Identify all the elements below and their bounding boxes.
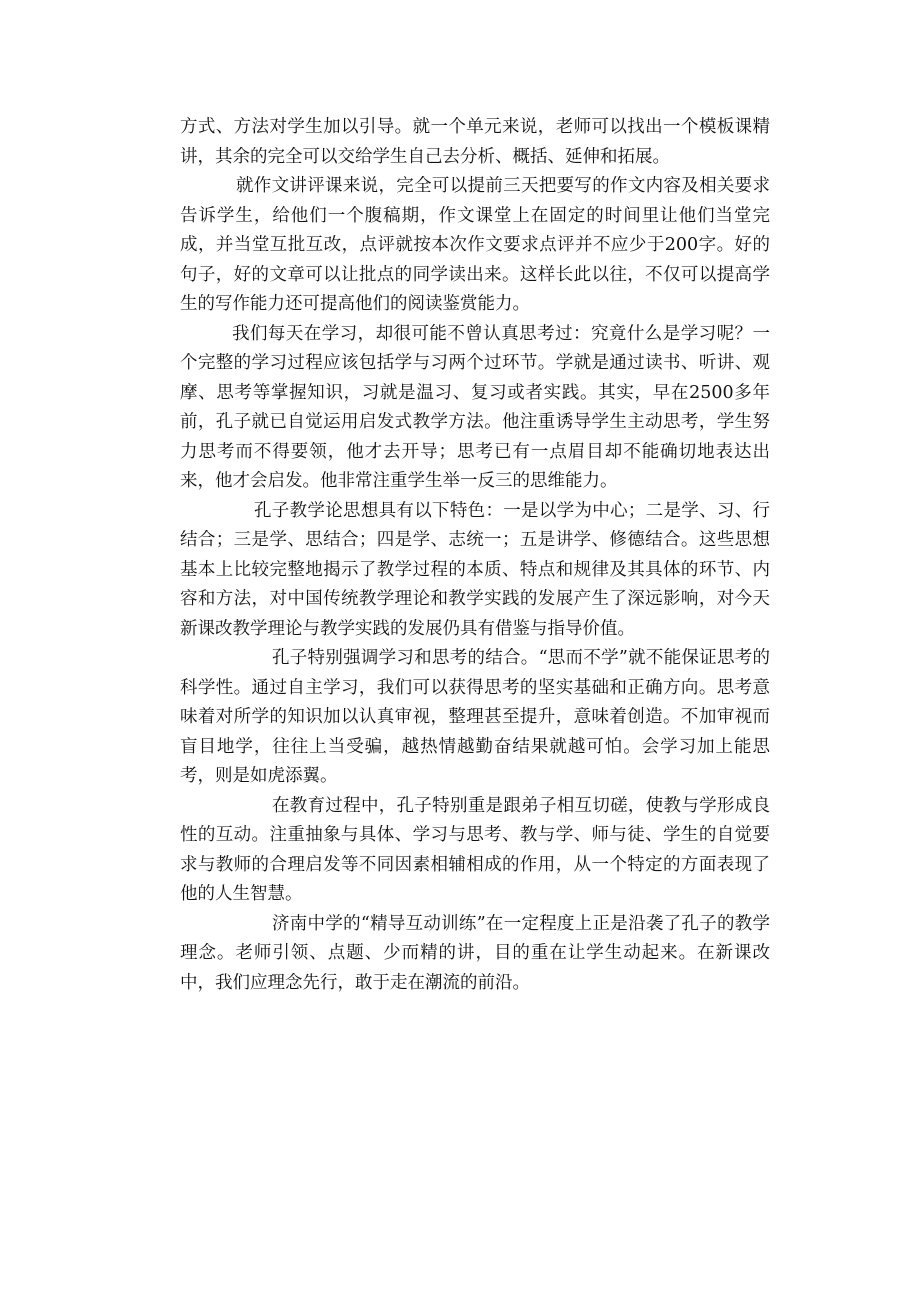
paragraph-4: 孔子教学论思想具有以下特色：一是以学为中心；二是学、习、行结合；三是学、思结合；四是学、志统一；五是讲学、修德结合。这些思想基本上比较完整地揭示了教学过程的本质、特点和规律及其具体的环节、内容和方法，对中国传统教学理论和教学实践的发展产生了深远影响，对今天新课改教学理论与教学实践的发展仍具有借鉴与指导价值。: [180, 500, 770, 639]
paragraph-3: 我们每天在学习，却很可能不曾认真思考过：究竟什么是学习呢？一个完整的学习过程应该包括学与习两个过环节。学就是通过读书、听讲、观摩、思考等掌握知识，习就是温习、复习或者实践。其实，早在2500多年前，孔子就已自觉运用启发式教学方法。他注重诱导学生主动思考，学生努力思考而不得要领，他才去开导；思考已有一点眉目却不能确切地表达出来，他才会启发。他非常注重学生举一反三的思维能力。: [180, 323, 770, 491]
paragraph-7: 济南中学的“精导互动训练”在一定程度上正是沿袭了孔子的教学理念。老师引领、点题、少而精的讲，目的重在让学生动起来。在新课改中，我们应理念先行，敢于走在潮流的前沿。: [180, 913, 770, 993]
paragraph-1: 方式、方法对学生加以引导。就一个单元来说，老师可以找出一个模板课精讲，其余的完全可以交给学生自己去分析、概括、延伸和拓展。: [180, 117, 770, 167]
paragraph-6: 在教育过程中，孔子特别重是跟弟子相互切磋，使教与学形成良性的互动。注重抽象与具体、学习与思考、教与学、师与徒、学生的自觉要求与教师的合理启发等不同因素相辅相成的作用，从一个特定的方面表现了他的人生智慧。: [180, 795, 770, 904]
paragraph-5: 孔子特别强调学习和思考的结合。“思而不学”就不能保证思考的科学性。通过自主学习，我们可以获得思考的坚实基础和正确方向。思考意味着对所学的知识加以认真审视，整理甚至提升，意味着创造。不加审视而盲目地学，往往上当受骗，越热情越勤奋结果就越可怕。会学习加上能思考，则是如虎添翼。: [180, 648, 770, 786]
paragraph-2: 就作文讲评课来说，完全可以提前三天把要写的作文内容及相关要求告诉学生，给他们一个腹稿期，作文课堂上在固定的时间里让他们当堂完成，并当堂互批互改，点评就按本次作文要求点评并不应少于200字。好的句子，好的文章可以让批点的同学读出来。这样长此以往，不仅可以提高学生的写作能力还可提高他们的阅读鉴赏能力。: [180, 176, 770, 314]
document-body: [180, 113, 770, 998]
